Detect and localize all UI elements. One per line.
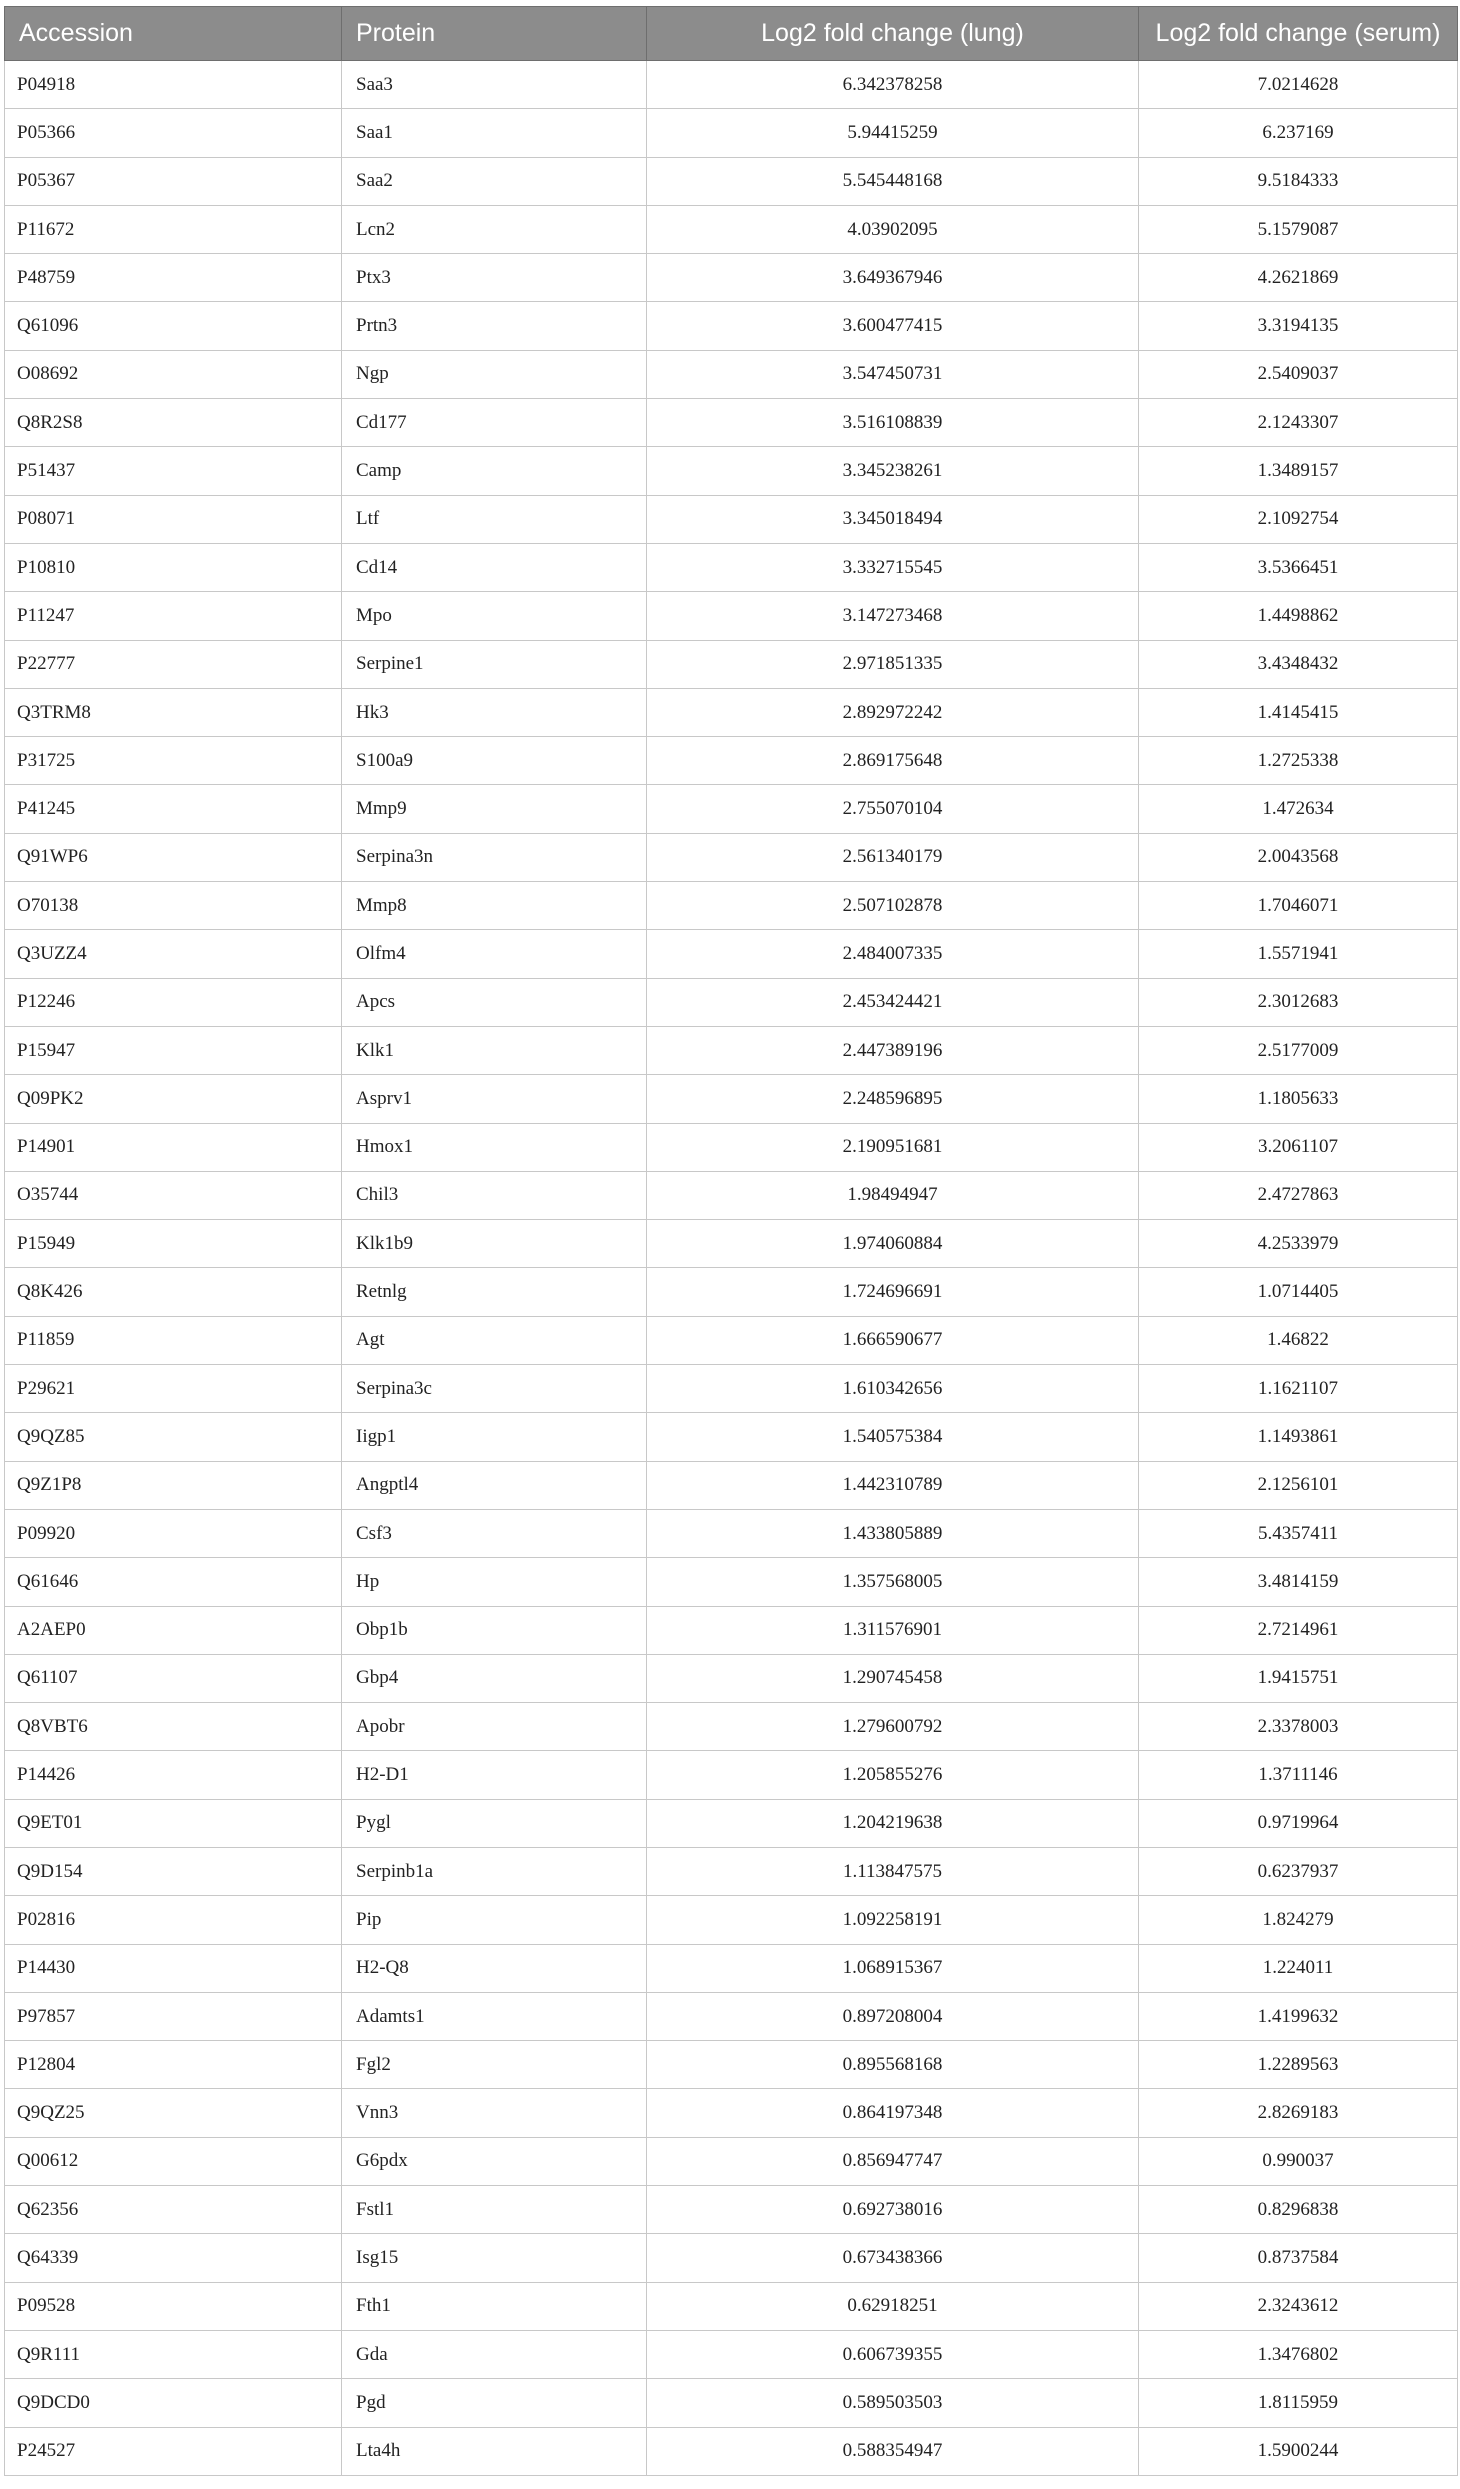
cell-protein: S100a9 [342,737,647,785]
cell-accession: P22777 [5,640,342,688]
cell-accession: P29621 [5,1365,342,1413]
cell-protein: Mmp9 [342,785,647,833]
cell-protein: H2-Q8 [342,1944,647,1992]
cell-log2-lung: 3.516108839 [647,399,1139,447]
table-row [5,833,1458,881]
table-row [5,2379,1458,2427]
table-row [5,978,1458,1026]
cell-accession: P12804 [5,2041,342,2089]
table-row [5,399,1458,447]
cell-accession: Q9QZ85 [5,1413,342,1461]
cell-protein: Serpinb1a [342,1847,647,1895]
cell-log2-serum: 0.6237937 [1139,1847,1458,1895]
table-row [5,1509,1458,1557]
table-row [5,1413,1458,1461]
cell-accession: P14430 [5,1944,342,1992]
cell-accession: Q9R111 [5,2330,342,2378]
cell-log2-lung: 0.895568168 [647,2041,1139,2089]
cell-log2-lung: 1.540575384 [647,1413,1139,1461]
cell-protein: Iigp1 [342,1413,647,1461]
cell-protein: Ltf [342,495,647,543]
cell-log2-serum: 2.5177009 [1139,1026,1458,1074]
cell-log2-serum: 1.46822 [1139,1316,1458,1364]
cell-protein: Gbp4 [342,1654,647,1702]
table-row [5,1316,1458,1364]
cell-accession: P04918 [5,61,342,109]
cell-accession: P02816 [5,1896,342,1944]
cell-log2-lung: 5.545448168 [647,157,1139,205]
cell-protein: Pygl [342,1799,647,1847]
header-row [5,7,1458,61]
table-row [5,1026,1458,1074]
table-row [5,930,1458,978]
cell-log2-lung: 2.507102878 [647,882,1139,930]
table-row [5,2089,1458,2137]
table-row [5,350,1458,398]
cell-log2-serum: 1.3489157 [1139,447,1458,495]
cell-log2-lung: 1.974060884 [647,1220,1139,1268]
cell-log2-serum: 2.5409037 [1139,350,1458,398]
cell-log2-serum: 1.4498862 [1139,592,1458,640]
cell-log2-lung: 0.673438366 [647,2234,1139,2282]
cell-log2-lung: 1.610342656 [647,1365,1139,1413]
cell-log2-serum: 1.9415751 [1139,1654,1458,1702]
cell-accession: Q61107 [5,1654,342,1702]
cell-log2-lung: 5.94415259 [647,109,1139,157]
cell-log2-lung: 0.692738016 [647,2186,1139,2234]
cell-log2-serum: 2.7214961 [1139,1606,1458,1654]
cell-accession: P97857 [5,1992,342,2040]
table-row [5,1606,1458,1654]
cell-log2-lung: 1.98494947 [647,1171,1139,1219]
table-row [5,1896,1458,1944]
cell-log2-serum: 0.8296838 [1139,2186,1458,2234]
cell-protein: Olfm4 [342,930,647,978]
cell-protein: Adamts1 [342,1992,647,2040]
cell-accession: Q62356 [5,2186,342,2234]
cell-log2-lung: 3.547450731 [647,350,1139,398]
table-row [5,2330,1458,2378]
cell-log2-lung: 6.342378258 [647,61,1139,109]
table-row [5,1799,1458,1847]
cell-log2-serum: 2.3012683 [1139,978,1458,1026]
cell-accession: Q00612 [5,2137,342,2185]
cell-accession: Q3TRM8 [5,688,342,736]
cell-protein: H2-D1 [342,1751,647,1799]
cell-log2-serum: 6.237169 [1139,109,1458,157]
cell-log2-lung: 0.589503503 [647,2379,1139,2427]
cell-accession: Q9QZ25 [5,2089,342,2137]
cell-accession: Q64339 [5,2234,342,2282]
cell-protein: G6pdx [342,2137,647,2185]
cell-accession: O08692 [5,350,342,398]
cell-log2-serum: 2.3243612 [1139,2282,1458,2330]
cell-accession: P09528 [5,2282,342,2330]
cell-log2-lung: 1.205855276 [647,1751,1139,1799]
cell-log2-serum: 1.2725338 [1139,737,1458,785]
cell-log2-lung: 1.204219638 [647,1799,1139,1847]
cell-accession: Q3UZZ4 [5,930,342,978]
cell-log2-lung: 1.113847575 [647,1847,1139,1895]
table-row [5,1654,1458,1702]
cell-accession: P24527 [5,2427,342,2475]
cell-protein: Fstl1 [342,2186,647,2234]
table-row [5,592,1458,640]
cell-log2-serum: 1.8115959 [1139,2379,1458,2427]
table-row [5,1703,1458,1751]
cell-log2-lung: 3.649367946 [647,254,1139,302]
cell-accession: Q61646 [5,1558,342,1606]
cell-accession: P48759 [5,254,342,302]
table-row [5,254,1458,302]
column-header-accession: Accession [5,7,342,61]
cell-accession: P11247 [5,592,342,640]
cell-log2-lung: 2.248596895 [647,1075,1139,1123]
cell-accession: P11672 [5,205,342,253]
cell-log2-serum: 1.3711146 [1139,1751,1458,1799]
cell-log2-serum: 0.990037 [1139,2137,1458,2185]
cell-accession: P14901 [5,1123,342,1171]
cell-accession: P15949 [5,1220,342,1268]
table-header [5,7,1458,61]
cell-protein: Ptx3 [342,254,647,302]
cell-log2-lung: 0.864197348 [647,2089,1139,2137]
cell-log2-lung: 1.279600792 [647,1703,1139,1751]
cell-log2-lung: 1.357568005 [647,1558,1139,1606]
cell-log2-lung: 2.892972242 [647,688,1139,736]
cell-accession: P05367 [5,157,342,205]
cell-accession: Q09PK2 [5,1075,342,1123]
cell-log2-serum: 1.1621107 [1139,1365,1458,1413]
table-row [5,61,1458,109]
table-row [5,1365,1458,1413]
cell-log2-serum: 2.3378003 [1139,1703,1458,1751]
cell-protein: Lta4h [342,2427,647,2475]
cell-protein: Serpina3c [342,1365,647,1413]
cell-protein: Pgd [342,2379,647,2427]
cell-log2-serum: 1.4145415 [1139,688,1458,736]
cell-log2-lung: 1.068915367 [647,1944,1139,1992]
cell-protein: Saa3 [342,61,647,109]
cell-protein: Apobr [342,1703,647,1751]
cell-protein: Saa2 [342,157,647,205]
cell-accession: A2AEP0 [5,1606,342,1654]
cell-protein: Retnlg [342,1268,647,1316]
cell-log2-serum: 3.5366451 [1139,543,1458,591]
table-row [5,785,1458,833]
cell-protein: Pip [342,1896,647,1944]
table-row [5,109,1458,157]
cell-protein: Angptl4 [342,1461,647,1509]
cell-protein: Isg15 [342,2234,647,2282]
cell-log2-serum: 1.4199632 [1139,1992,1458,2040]
cell-log2-serum: 1.0714405 [1139,1268,1458,1316]
cell-accession: P09920 [5,1509,342,1557]
cell-log2-serum: 0.9719964 [1139,1799,1458,1847]
cell-protein: Gda [342,2330,647,2378]
table-row [5,1992,1458,2040]
cell-log2-lung: 4.03902095 [647,205,1139,253]
column-header-log2-serum: Log2 fold change (serum) [1139,7,1458,61]
cell-accession: P08071 [5,495,342,543]
table-row [5,447,1458,495]
table-row [5,2041,1458,2089]
cell-log2-serum: 2.1256101 [1139,1461,1458,1509]
table-row [5,2234,1458,2282]
cell-log2-serum: 5.1579087 [1139,205,1458,253]
cell-log2-lung: 2.561340179 [647,833,1139,881]
cell-accession: Q61096 [5,302,342,350]
cell-log2-lung: 1.290745458 [647,1654,1139,1702]
cell-accession: Q9ET01 [5,1799,342,1847]
cell-log2-lung: 0.856947747 [647,2137,1139,2185]
column-header-protein: Protein [342,7,647,61]
cell-protein: Agt [342,1316,647,1364]
cell-log2-lung: 1.311576901 [647,1606,1139,1654]
cell-accession: P14426 [5,1751,342,1799]
cell-log2-lung: 3.345238261 [647,447,1139,495]
table-row [5,302,1458,350]
cell-log2-lung: 2.971851335 [647,640,1139,688]
cell-accession: Q9D154 [5,1847,342,1895]
cell-log2-serum: 1.5571941 [1139,930,1458,978]
table-row [5,737,1458,785]
cell-log2-serum: 1.472634 [1139,785,1458,833]
table-row [5,157,1458,205]
cell-protein: Vnn3 [342,2089,647,2137]
cell-accession: P11859 [5,1316,342,1364]
cell-log2-serum: 4.2533979 [1139,1220,1458,1268]
table-row [5,1123,1458,1171]
cell-accession: O35744 [5,1171,342,1219]
cell-log2-serum: 7.0214628 [1139,61,1458,109]
cell-accession: Q8K426 [5,1268,342,1316]
cell-log2-lung: 0.897208004 [647,1992,1139,2040]
cell-protein: Saa1 [342,109,647,157]
table-row [5,1075,1458,1123]
cell-protein: Apcs [342,978,647,1026]
table-row [5,543,1458,591]
cell-accession: Q9DCD0 [5,2379,342,2427]
cell-log2-serum: 1.5900244 [1139,2427,1458,2475]
cell-log2-serum: 3.3194135 [1139,302,1458,350]
cell-log2-serum: 4.2621869 [1139,254,1458,302]
cell-log2-serum: 2.1243307 [1139,399,1458,447]
cell-log2-lung: 2.484007335 [647,930,1139,978]
table-row [5,688,1458,736]
cell-log2-lung: 3.147273468 [647,592,1139,640]
cell-log2-lung: 0.588354947 [647,2427,1139,2475]
cell-accession: P05366 [5,109,342,157]
cell-accession: P31725 [5,737,342,785]
cell-log2-lung: 1.724696691 [647,1268,1139,1316]
cell-protein: Chil3 [342,1171,647,1219]
cell-accession: P12246 [5,978,342,1026]
cell-protein: Lcn2 [342,205,647,253]
cell-protein: Mmp8 [342,882,647,930]
cell-accession: P41245 [5,785,342,833]
cell-accession: P51437 [5,447,342,495]
cell-protein: Fth1 [342,2282,647,2330]
cell-protein: Serpine1 [342,640,647,688]
cell-log2-serum: 1.2289563 [1139,2041,1458,2089]
cell-log2-lung: 1.433805889 [647,1509,1139,1557]
cell-protein: Cd177 [342,399,647,447]
table-row [5,1944,1458,1992]
cell-accession: Q8R2S8 [5,399,342,447]
table-body [5,61,1458,2476]
cell-accession: P15947 [5,1026,342,1074]
cell-protein: Camp [342,447,647,495]
table-row [5,882,1458,930]
table-row [5,2282,1458,2330]
table-row [5,2427,1458,2475]
table-row [5,1847,1458,1895]
cell-log2-lung: 0.606739355 [647,2330,1139,2378]
cell-protein: Obp1b [342,1606,647,1654]
protein-fold-change-table [4,6,1458,2476]
cell-log2-lung: 1.666590677 [647,1316,1139,1364]
cell-log2-serum: 1.7046071 [1139,882,1458,930]
cell-log2-serum: 2.0043568 [1139,833,1458,881]
cell-protein: Hk3 [342,688,647,736]
table-row [5,1268,1458,1316]
cell-log2-serum: 1.1493861 [1139,1413,1458,1461]
column-header-log2-lung: Log2 fold change (lung) [647,7,1139,61]
cell-accession: O70138 [5,882,342,930]
cell-log2-lung: 3.345018494 [647,495,1139,543]
cell-protein: Csf3 [342,1509,647,1557]
cell-protein: Asprv1 [342,1075,647,1123]
cell-log2-serum: 2.4727863 [1139,1171,1458,1219]
cell-log2-serum: 3.4814159 [1139,1558,1458,1606]
cell-log2-serum: 1.3476802 [1139,2330,1458,2378]
cell-accession: Q8VBT6 [5,1703,342,1751]
cell-log2-lung: 2.447389196 [647,1026,1139,1074]
cell-protein: Hp [342,1558,647,1606]
table-row [5,495,1458,543]
cell-log2-lung: 1.442310789 [647,1461,1139,1509]
cell-log2-serum: 2.1092754 [1139,495,1458,543]
table-row [5,1751,1458,1799]
cell-log2-lung: 3.600477415 [647,302,1139,350]
table-row [5,2186,1458,2234]
table-row [5,205,1458,253]
cell-log2-lung: 0.62918251 [647,2282,1139,2330]
cell-protein: Prtn3 [342,302,647,350]
cell-protein: Cd14 [342,543,647,591]
table-row [5,1558,1458,1606]
cell-log2-serum: 0.8737584 [1139,2234,1458,2282]
table-row [5,1171,1458,1219]
cell-log2-lung: 2.190951681 [647,1123,1139,1171]
cell-log2-lung: 2.869175648 [647,737,1139,785]
cell-accession: Q91WP6 [5,833,342,881]
table-row [5,1461,1458,1509]
cell-log2-serum: 2.8269183 [1139,2089,1458,2137]
cell-log2-lung: 2.453424421 [647,978,1139,1026]
cell-protein: Klk1 [342,1026,647,1074]
cell-protein: Klk1b9 [342,1220,647,1268]
cell-log2-serum: 1.1805633 [1139,1075,1458,1123]
table-row [5,1220,1458,1268]
cell-accession: P10810 [5,543,342,591]
cell-log2-serum: 3.2061107 [1139,1123,1458,1171]
cell-log2-serum: 9.5184333 [1139,157,1458,205]
cell-log2-serum: 5.4357411 [1139,1509,1458,1557]
cell-log2-lung: 2.755070104 [647,785,1139,833]
table-row [5,2137,1458,2185]
cell-log2-serum: 1.824279 [1139,1896,1458,1944]
cell-protein: Serpina3n [342,833,647,881]
cell-protein: Ngp [342,350,647,398]
cell-protein: Fgl2 [342,2041,647,2089]
cell-protein: Hmox1 [342,1123,647,1171]
cell-protein: Mpo [342,592,647,640]
cell-accession: Q9Z1P8 [5,1461,342,1509]
cell-log2-lung: 1.092258191 [647,1896,1139,1944]
cell-log2-lung: 3.332715545 [647,543,1139,591]
cell-log2-serum: 1.224011 [1139,1944,1458,1992]
cell-log2-serum: 3.4348432 [1139,640,1458,688]
table-row [5,640,1458,688]
